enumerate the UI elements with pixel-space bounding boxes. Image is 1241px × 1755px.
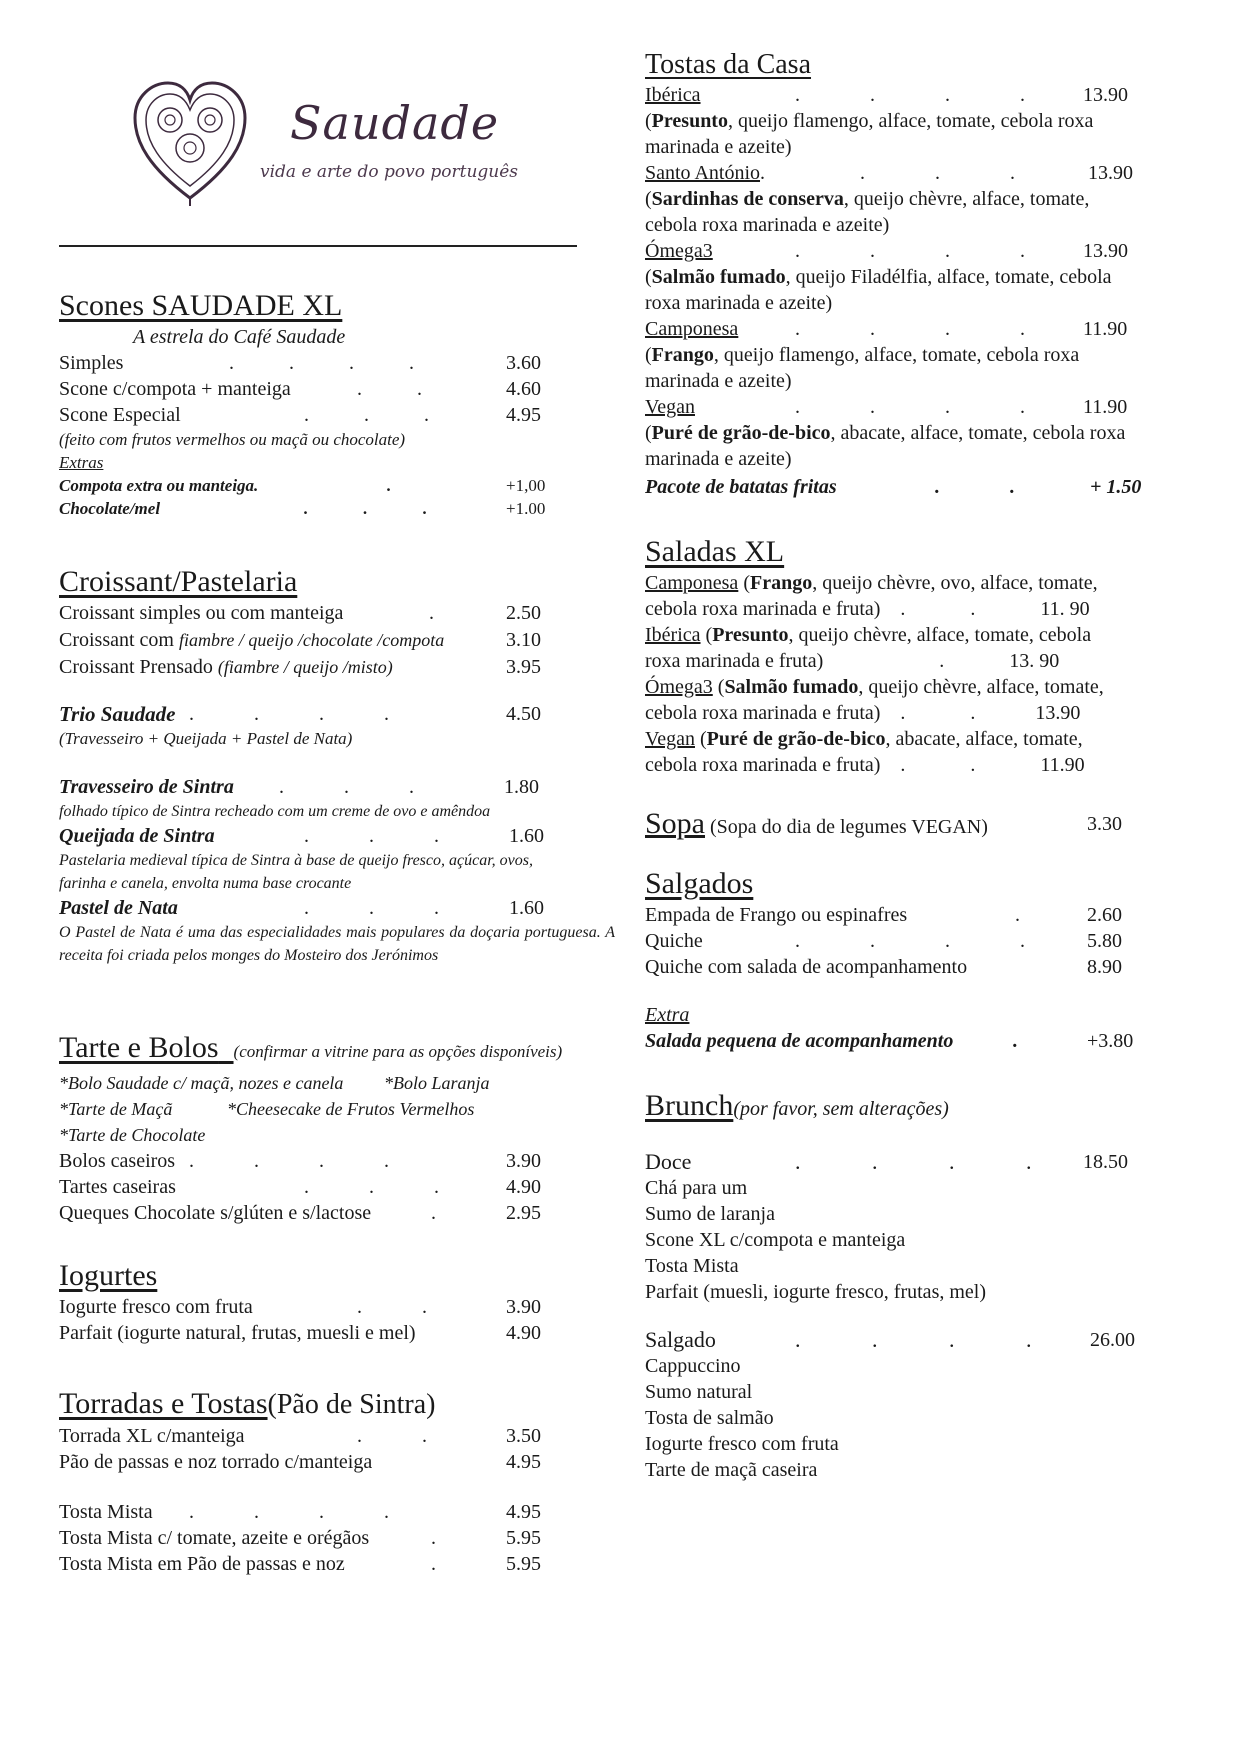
price: 13.90 [1083, 84, 1128, 106]
menu-item: Scone c/compota + manteiga . . 4.60 [59, 378, 541, 400]
section-brunch [645, 1088, 1205, 1483]
item-description: (Puré de grão-de-bico, abacate, alface, tomate, cebola roxa marinada e azeite) [645, 422, 1126, 470]
section-title: Brunch(por favor, sem alterações) [645, 1088, 1205, 1127]
section-title: Croissant/Pastelaria [59, 565, 298, 598]
menu-item: Scone Especial . . . 4.95 [59, 404, 541, 426]
section-title: Tostas da Casa [645, 49, 812, 80]
section-tarte [59, 1030, 619, 1226]
menu-item: Torrada XL c/manteiga . . 3.50 [59, 1425, 541, 1447]
price: 11.90 [1083, 396, 1128, 418]
item-description: (Sardinhas de conserva, queijo chèvre, alface, tomate, cebola roxa marinada e azeite) [645, 188, 1090, 236]
menu-item: Queques Chocolate s/glúten e s/lactose . 2.95 [59, 1202, 541, 1224]
section-title: Torradas e Tostas(Pão de Sintra) [59, 1386, 619, 1423]
item-note: (feito com frutos vermelhos ou maçã ou chocolate) [59, 430, 406, 449]
list-item: Chá para um [645, 1177, 748, 1199]
menu-item: Quiche . . . . 5.80 [645, 930, 1122, 952]
price: 1.80 [504, 776, 539, 798]
menu-item: Tosta Mista . . . . 4.95 [59, 1501, 541, 1523]
menu-item: Parfait (iogurte natural, frutas, muesli e mel) 4.90 [59, 1322, 541, 1344]
price: 13.90 [1035, 702, 1081, 724]
list-item: Cappuccino [645, 1355, 741, 1377]
price: 13.90 [1083, 240, 1128, 262]
section-salgados [645, 866, 1205, 1054]
section-tostas-casa [645, 48, 1205, 500]
section-aside: (Pão de Sintra) [267, 1389, 436, 1420]
menu-item: Trio Saudade . . . . 4.50 [59, 702, 541, 726]
price: 5.80 [1087, 930, 1122, 952]
price: 2.95 [506, 1202, 541, 1224]
item-note: O Pastel de Nata é uma das especialidades mais populares da doçaria portuguesa. A receita foi criada pelos monges do Mosteiro dos Jerónimos [59, 924, 615, 964]
menu-item: Tosta Mista c/ tomate, azeite e orégãos . 5.95 [59, 1527, 541, 1549]
item-description: (Salmão fumado, queijo Filadélfia, alface, tomate, cebola roxa marinada e azeite) [645, 266, 1112, 314]
section-saladas [645, 534, 1205, 778]
price: 8.90 [1087, 956, 1122, 978]
options-line: *Tarte de Chocolate [59, 1125, 206, 1145]
item-note: folhado típico de Sintra recheado com um creme de ovo e amêndoa [59, 803, 491, 820]
menu-item: Iogurte fresco com fruta . . 3.90 [59, 1296, 541, 1318]
menu-item: Salada pequena de acompanhamento . +3.80 [645, 1030, 1134, 1052]
menu-item: Pacote de batatas fritas . . + 1.50 [645, 476, 1142, 498]
price: 4.90 [506, 1176, 541, 1198]
price: 2.60 [1087, 904, 1122, 926]
list-item: Tarte de maçã caseira [645, 1459, 818, 1481]
price: + 1.50 [1090, 476, 1142, 498]
price: 3.10 [506, 629, 541, 651]
menu-item: Queijada de Sintra . . . 1.60 [59, 825, 544, 847]
heart-logo-icon [130, 78, 250, 208]
menu-item: Vegan . . . . 11.90 [645, 396, 1128, 418]
price: 5.95 [506, 1553, 541, 1575]
menu-item: Pastel de Nata . . . 1.60 [59, 897, 544, 919]
menu-item: Croissant Prensado (fiambre / queijo /misto) 3.95 [59, 656, 541, 678]
price: +3.80 [1087, 1030, 1134, 1052]
section-title: Tarte e Bolos (confirmar a vitrine para as opções disponíveis) [59, 1030, 619, 1070]
item-description: (Presunto, queijo flamengo, alface, tomate, cebola roxa marinada e azeite) [645, 110, 1094, 158]
list-item: Sumo natural [645, 1381, 753, 1403]
price: 4.95 [506, 1501, 541, 1523]
price: 26.00 [1090, 1329, 1135, 1351]
price: 4.95 [506, 404, 541, 426]
section-scones [59, 288, 619, 520]
menu-item: Camponesa . . . . 11.90 [645, 318, 1128, 340]
menu-item: Ibérica (Presunto, queijo chèvre, alface, tomate, cebola roxa marinada e fruta) . 13. 90 [645, 624, 1092, 672]
price: 13.90 [1088, 162, 1133, 184]
price: 2.50 [506, 602, 541, 624]
price: 1.60 [509, 825, 544, 847]
options-line: *Bolo Saudade c/ maçã, nozes e canela *Bolo Laranja [59, 1073, 490, 1093]
price: +1,00 [506, 476, 546, 495]
price: 5.95 [506, 1527, 541, 1549]
menu-item: Doce . . . . 18.50 [645, 1149, 1128, 1174]
menu-item: Bolos caseiros . . . . 3.90 [59, 1150, 541, 1172]
price: 3.90 [506, 1296, 541, 1318]
header-divider [59, 245, 577, 247]
price: 4.60 [506, 378, 541, 400]
section-sopa [645, 806, 1205, 842]
price: 4.95 [506, 1451, 541, 1473]
section-torradas [59, 1386, 619, 1577]
list-item: Iogurte fresco com fruta [645, 1433, 839, 1455]
section-title: Salgados [645, 867, 754, 900]
price: 11.90 [1040, 754, 1085, 776]
menu-item: Compota extra ou manteiga. . +1,00 [59, 476, 546, 495]
list-item: Parfait (muesli, iogurte fresco, frutas, mel) [645, 1281, 986, 1303]
menu-item: Empada de Frango ou espinafres . 2.60 [645, 904, 1122, 926]
menu-item: Croissant com fiambre / queijo /chocolate /compota 3.10 [59, 629, 541, 651]
options-line: *Tarte de Maçã *Cheesecake de Frutos Vermelhos [59, 1099, 475, 1119]
price: 11.90 [1083, 318, 1128, 340]
logo [130, 78, 550, 208]
price: 13. 90 [1009, 650, 1060, 672]
item-note: (Travesseiro + Queijada + Pastel de Nata) [59, 729, 353, 748]
price: 3.30 [1087, 813, 1122, 835]
menu-item: Ómega3 (Salmão fumado, queijo chèvre, alface, tomate, cebola roxa marinada e fruta) . . 13.90 [645, 676, 1104, 724]
menu-item: Tartes caseiras . . . 4.90 [59, 1176, 541, 1198]
menu-item: Santo António. . . . 13.90 [645, 162, 1133, 184]
section-iogurtes [59, 1258, 619, 1346]
menu-item: Sopa (Sopa do dia de legumes VEGAN) 3.30 [645, 807, 1122, 840]
price: +1.00 [506, 499, 546, 518]
menu-item: Croissant simples ou com manteiga . 2.50 [59, 602, 541, 624]
section-aside: (por favor, sem alterações) [733, 1098, 949, 1120]
menu-item: Salgado . . . . 26.00 [645, 1327, 1135, 1352]
price: 4.50 [506, 703, 541, 725]
list-item: Sumo de laranja [645, 1203, 775, 1225]
price: 1.60 [509, 897, 544, 919]
menu-item: Vegan (Puré de grão-de-bico, abacate, alface, tomate, cebola roxa marinada e fruta) . . 11.90 [645, 728, 1085, 776]
menu-item: Ómega3 . . . . 13.90 [645, 240, 1128, 262]
list-item: Tosta de salmão [645, 1407, 774, 1429]
item-description: (Frango, queijo flamengo, alface, tomate, cebola roxa marinada e azeite) [645, 344, 1080, 392]
price: 3.50 [506, 1425, 541, 1447]
price: 11. 90 [1040, 598, 1090, 620]
menu-item: Simples . . . . 3.60 [59, 352, 541, 374]
item-note: Pastelaria medieval típica de Sintra à base de queijo fresco, açúcar, ovos, farinha e canela, envolta numa base crocante [59, 852, 533, 892]
section-title: Iogurtes [59, 1259, 158, 1292]
price: 3.95 [506, 656, 541, 678]
logo-name: Saudade [290, 96, 500, 150]
menu-item: Chocolate/mel . . . +1.00 [59, 499, 546, 518]
section-aside: (confirmar a vitrine para as opções disponíveis) [233, 1042, 563, 1061]
menu-item: Ibérica . . . . 13.90 [645, 84, 1128, 106]
extras-label: Extras [59, 453, 104, 472]
section-croissant [59, 564, 619, 967]
list-item: Scone XL c/compota e manteiga [645, 1229, 906, 1251]
menu-item: Pão de passas e noz torrado c/manteiga 4.95 [59, 1451, 541, 1473]
logo-tagline: vida e arte do povo português [260, 162, 519, 182]
price: 3.90 [506, 1150, 541, 1172]
section-title: Sopa [645, 807, 705, 840]
section-title: Scones SAUDADE XL [59, 289, 343, 322]
section-title: Saladas XL [645, 535, 785, 568]
extra-label: Extra [645, 1004, 690, 1026]
price: 3.60 [506, 352, 541, 374]
price: 18.50 [1083, 1151, 1128, 1173]
menu-item: Quiche com salada de acompanhamento 8.90 [645, 956, 1122, 978]
menu-item: Travesseiro de Sintra . . . 1.80 [59, 776, 539, 798]
price: 4.90 [506, 1322, 541, 1344]
menu-item: Tosta Mista em Pão de passas e noz . 5.95 [59, 1553, 541, 1575]
list-item: Tosta Mista [645, 1255, 739, 1277]
section-subtitle: A estrela do Café Saudade [133, 326, 346, 348]
menu-item: Camponesa (Frango, queijo chèvre, ovo, alface, tomate, cebola roxa marinada e fruta) . . 11. 90 [645, 572, 1098, 620]
